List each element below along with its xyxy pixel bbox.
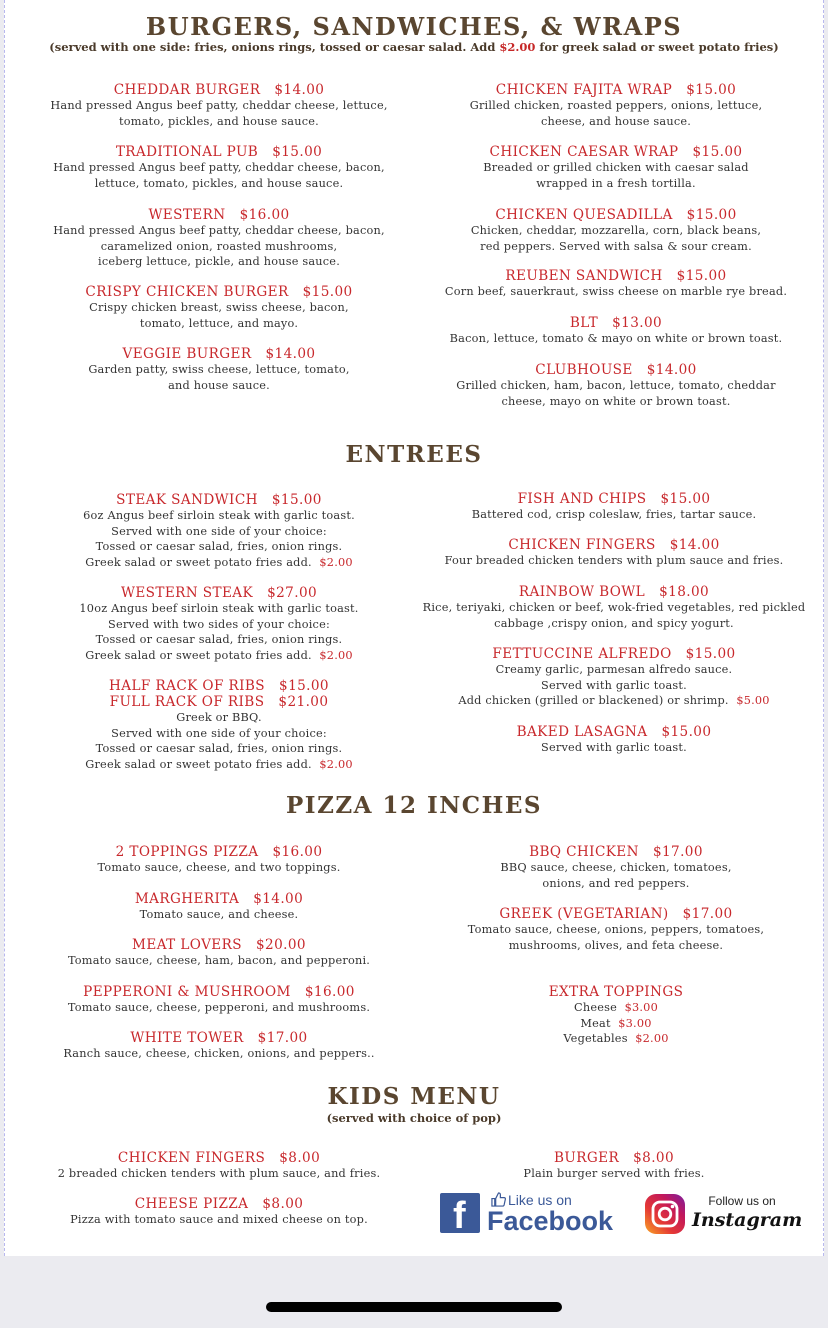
item-price: $14.00 [265, 346, 316, 362]
menu-item [10, 144, 428, 191]
menu-item [414, 1150, 814, 1182]
item-description: Tomato sauce, and cheese. [139, 908, 299, 921]
menu-item [414, 584, 814, 631]
burgers-side-note: (served with one side: fries, onions rings, tossed or caesar salad. Add $2.00 for greek salad or sweet potato fries) [49, 40, 779, 54]
item-price: $17.00 [652, 844, 703, 860]
item-price: $13.00 [612, 315, 663, 331]
menu-item [10, 1030, 428, 1062]
item-name: REUBEN SANDWICH [505, 268, 663, 284]
menu-item [414, 724, 814, 756]
menu-item [10, 1196, 428, 1228]
menu-item [10, 82, 428, 129]
instagram-wordmark: Instagram [692, 1209, 803, 1231]
item-name: VEGGIE BURGER [122, 346, 252, 362]
item-price: $17.00 [257, 1030, 308, 1046]
item-price: $8.00 [262, 1196, 304, 1212]
item-name: FISH AND CHIPS [517, 491, 647, 507]
item-price: $16.00 [304, 984, 355, 1000]
menu-item [414, 646, 814, 709]
facebook-badge[interactable]: f Like us on Facebook [440, 1190, 614, 1238]
item-description: Cheese $3.00 Meat $3.00 Vegetables $2.00 [563, 1001, 669, 1045]
item-price: $16.00 [272, 844, 323, 860]
item-description: Crispy chicken breast, swiss cheese, bacon, tomato, lettuce, and mayo. [89, 301, 349, 330]
item-name: CHICKEN FINGERS [117, 1150, 266, 1166]
menu-item [414, 315, 818, 347]
item-price: $15.00 [660, 491, 711, 507]
menu-item [10, 346, 428, 393]
section-title-kids: KIDS MENU [327, 1083, 501, 1110]
menu-item [10, 937, 428, 969]
item-description: Breaded or grilled chicken with caesar salad wrapped in a fresh tortilla. [483, 161, 749, 190]
menu-item [414, 906, 818, 953]
item-price: $15.00 [686, 82, 737, 98]
item-description: 10oz Angus beef sirloin steak with garlic toast. Served with two sides of your choice: Tossed or caesar salad, fries, onion rings. Greek salad or sweet potato fries add. $2.00 [79, 602, 359, 662]
item-description: Creamy garlic, parmesan alfredo sauce. Served with garlic toast. Add chicken (grilled or blackened) or shrimp. $5.00 [458, 663, 770, 707]
item-name: BBQ CHICKEN [529, 844, 639, 860]
item-price: $16.00 [239, 207, 290, 223]
menu-item [414, 844, 818, 891]
item-name: BURGER [553, 1150, 620, 1166]
item-name: PEPPERONI & MUSHROOM [83, 984, 291, 1000]
item-price: $15.00 [686, 207, 737, 223]
item-description: Tomato sauce, cheese, pepperoni, and mushrooms. [67, 1001, 371, 1014]
item-description: Ranch sauce, cheese, chicken, onions, and peppers.. [63, 1047, 375, 1060]
item-name: GREEK (VEGETARIAN) [499, 906, 669, 922]
item-description: Hand pressed Angus beef patty, cheddar cheese, bacon, caramelized onion, roasted mushrooms, iceberg lettuce, pickle, and house sauce. [53, 224, 385, 268]
facebook-wordmark: Facebook [487, 1206, 614, 1236]
item-description: Pizza with tomato sauce and mixed cheese on top. [70, 1213, 368, 1226]
item-price: $15.00 [685, 646, 736, 662]
item-price: $14.00 [669, 537, 720, 553]
item-description: Tomato sauce, cheese, ham, bacon, and pepperoni. [67, 954, 371, 967]
item-description: Grilled chicken, ham, bacon, lettuce, tomato, cheddar cheese, mayo on white or brown toast. [456, 379, 776, 408]
item-price: $15.00 [692, 144, 743, 160]
menu-item [10, 891, 428, 923]
item-description: Served with garlic toast. [541, 741, 687, 754]
menu-item [414, 362, 818, 409]
item-price: $14.00 [646, 362, 697, 378]
menu-item [414, 207, 818, 254]
item-price: $17.00 [682, 906, 733, 922]
menu-item [10, 284, 428, 331]
item-name: CHEESE PIZZA [134, 1196, 249, 1212]
item-name: EXTRA TOPPINGS [548, 984, 684, 1000]
item-price: $14.00 [253, 891, 304, 907]
item-description: Corn beef, sauerkraut, swiss cheese on marble rye bread. [444, 285, 788, 298]
menu-item [10, 492, 428, 570]
item-name: MEAT LOVERS [132, 937, 242, 953]
item-price: $15.00 [279, 678, 329, 694]
item-description: Chicken, cheddar, mozzarella, corn, black beans, red peppers. Served with salsa & sour cream. [470, 224, 762, 253]
item-name: MARGHERITA [134, 891, 240, 907]
item-description: Rice, teriyaki, chicken or beef, wok-fried vegetables, red pickled cabbage ,crispy onion, and spicy yogurt. [422, 601, 806, 630]
item-description: Bacon, lettuce, tomato & mayo on white or brown toast. [449, 332, 783, 345]
item-name: WESTERN STEAK [120, 585, 254, 601]
item-price: $18.00 [659, 584, 710, 600]
menu-item [414, 268, 818, 300]
item-description: Plain burger served with fries. [523, 1167, 705, 1180]
item-name: CHEDDAR BURGER [113, 82, 261, 98]
item-price: $21.00 [278, 694, 329, 710]
item-name: CHICKEN CAESAR WRAP [489, 144, 679, 160]
item-price: $15.00 [302, 284, 353, 300]
item-description: 2 breaded chicken tenders with plum sauce, and fries. [57, 1167, 381, 1180]
item-price: $15.00 [661, 724, 712, 740]
item-description: 6oz Angus beef sirloin steak with garlic toast. Served with one side of your choice: Tossed or caesar salad, fries, onion rings. Greek salad or sweet potato fries add. $2.00 [83, 509, 355, 569]
section-title-pizza: PIZZA 12 INCHES [286, 792, 542, 819]
item-description: Tomato sauce, cheese, onions, peppers, tomatoes, mushrooms, olives, and feta cheese. [467, 923, 765, 952]
item-name: CHICKEN FAJITA WRAP [495, 82, 673, 98]
menu-item [10, 585, 428, 663]
menu-item [10, 984, 428, 1016]
section-title-entrees: ENTREES [345, 441, 483, 468]
item-name: FETTUCCINE ALFREDO [492, 646, 672, 662]
item-description: Greek or BBQ. Served with one side of your choice: Tossed or caesar salad, fries, onion rings. Greek salad or sweet potato fries add. $2.00 [85, 711, 353, 771]
item-description: Hand pressed Angus beef patty, cheddar cheese, lettuce, tomato, pickles, and house sauce. [50, 99, 388, 128]
item-name: WHITE TOWER [130, 1030, 244, 1046]
item-name: RAINBOW BOWL [518, 584, 646, 600]
home-indicator[interactable] [266, 1302, 562, 1312]
instagram-logo-icon [644, 1193, 686, 1235]
item-price: $27.00 [267, 585, 318, 601]
menu-item [10, 1150, 428, 1182]
item-name: TRADITIONAL PUB [115, 144, 259, 160]
extra-toppings [414, 984, 818, 1047]
item-description: Battered cod, crisp coleslaw, fries, tartar sauce. [471, 508, 757, 521]
item-description: Garden patty, swiss cheese, lettuce, tomato, and house sauce. [88, 363, 350, 392]
item-price: $8.00 [633, 1150, 675, 1166]
item-price: $15.00 [272, 144, 323, 160]
menu-item [10, 207, 428, 270]
item-price: $15.00 [271, 492, 322, 508]
item-name: CLUBHOUSE [535, 362, 633, 378]
facebook-logo-icon: f [440, 1193, 480, 1233]
item-name: BLT [569, 315, 599, 331]
section-title-burgers: BURGERS, SANDWICHES, & WRAPS [145, 12, 683, 41]
item-name: BAKED LASAGNA [516, 724, 648, 740]
item-price: $20.00 [255, 937, 306, 953]
item-name: WESTERN [148, 207, 226, 223]
item-price: $14.00 [274, 82, 325, 98]
item-description: Four breaded chicken tenders with plum sauce and fries. [444, 554, 784, 567]
item-price: $15.00 [676, 268, 727, 284]
item-description: Grilled chicken, roasted peppers, onions, lettuce, cheese, and house sauce. [469, 99, 763, 128]
item-description: BBQ sauce, cheese, chicken, tomatoes, onions, and red peppers. [500, 861, 732, 890]
kids-note: (served with choice of pop) [326, 1111, 502, 1125]
item-name: CRISPY CHICKEN BURGER [85, 284, 289, 300]
item-name: FULL RACK OF RIBS [109, 694, 265, 710]
item-name: STEAK SANDWICH [116, 492, 258, 508]
menu-item [414, 82, 818, 129]
item-name: CHICKEN FINGERS [508, 537, 656, 553]
menu-item [414, 537, 814, 569]
menu-item [10, 678, 428, 772]
menu-item [414, 491, 814, 523]
item-name: CHICKEN QUESADILLA [495, 207, 673, 223]
item-description: Tomato sauce, cheese, and two toppings. [97, 861, 341, 874]
instagram-badge[interactable]: Follow us on Instagram [644, 1190, 794, 1238]
item-description: Hand pressed Angus beef patty, cheddar cheese, bacon, lettuce, tomato, pickles, and house sauce. [53, 161, 385, 190]
item-name: HALF RACK OF RIBS [109, 678, 266, 694]
item-price: $8.00 [279, 1150, 321, 1166]
menu-item [10, 844, 428, 876]
item-name: 2 TOPPINGS PIZZA [115, 844, 259, 860]
menu-item [414, 144, 818, 191]
